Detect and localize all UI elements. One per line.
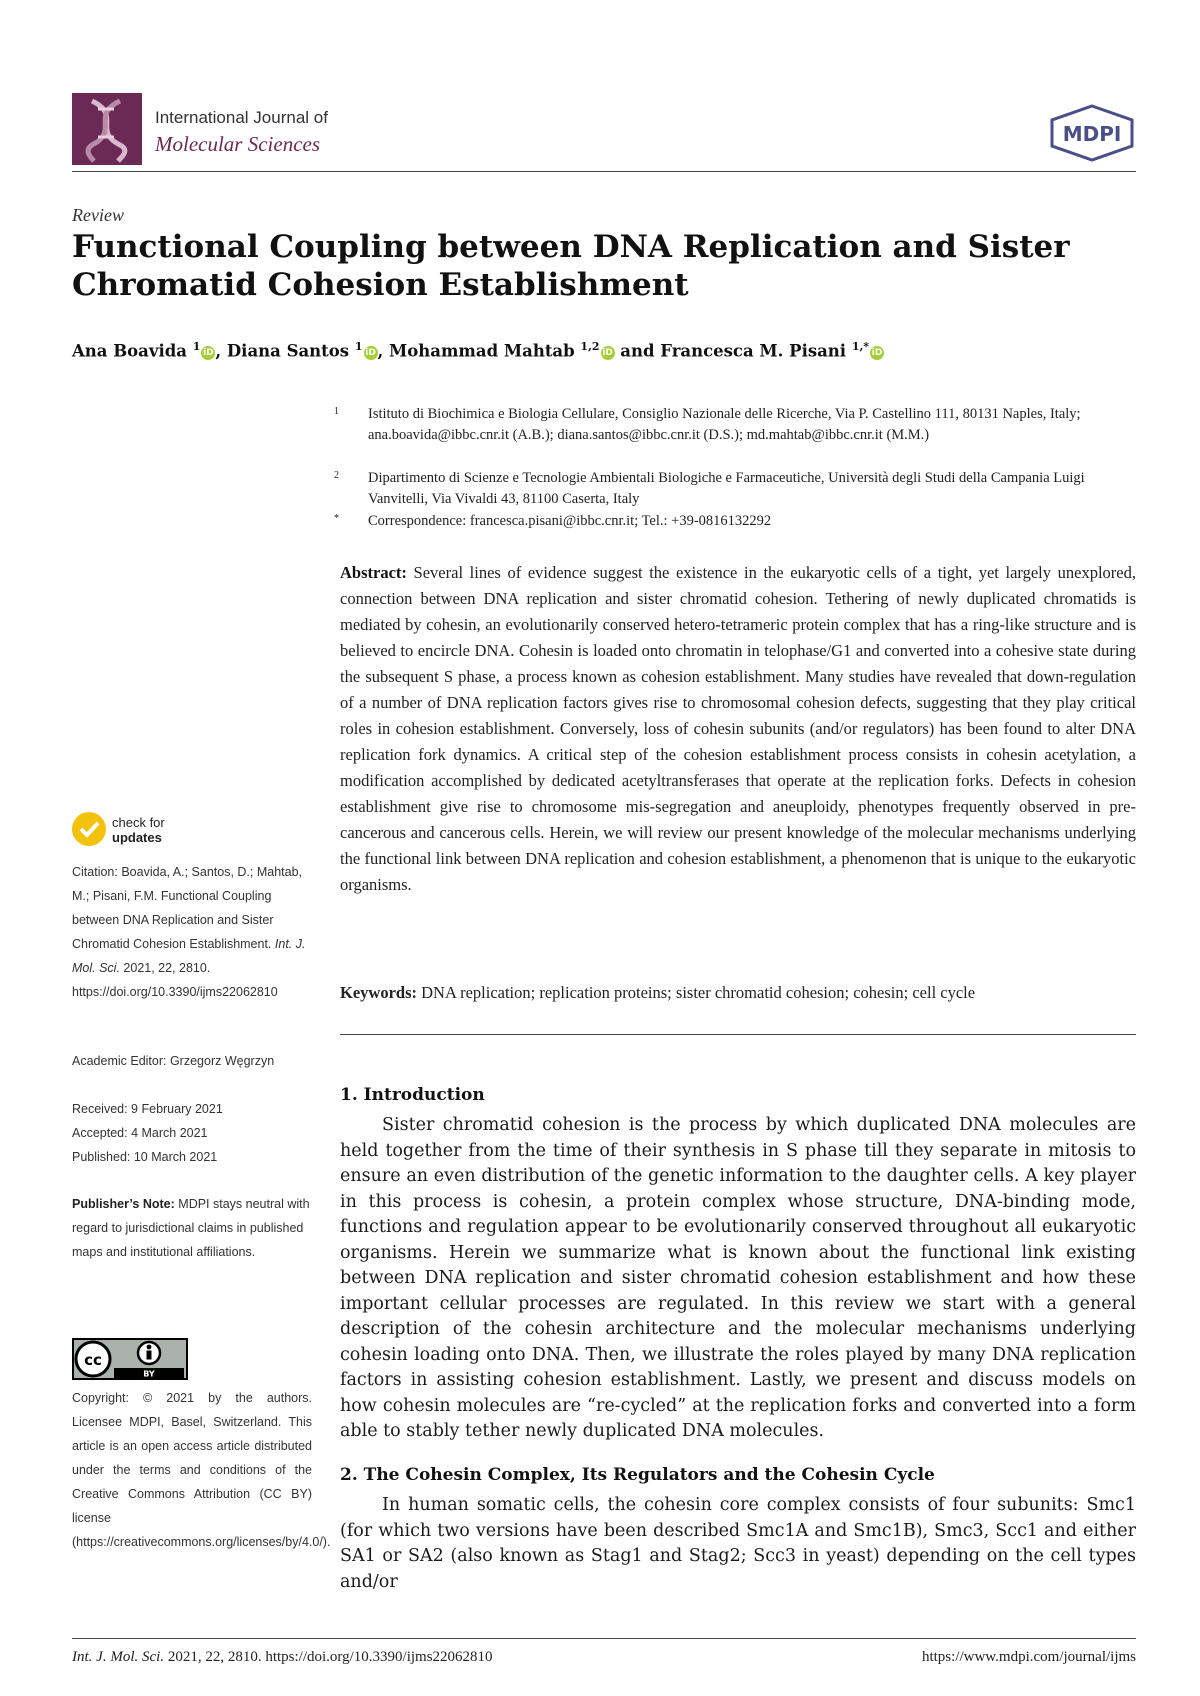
article-type: Review bbox=[72, 205, 124, 225]
author-name: Diana Santos bbox=[226, 341, 350, 361]
received-date: Received: 9 February 2021 bbox=[72, 1102, 223, 1116]
author-name: Francesca M. Pisani bbox=[660, 341, 847, 361]
keywords-label: Keywords: bbox=[340, 983, 417, 1002]
copyright-notice: Copyright: © 2021 by the authors. Licensee MDPI, Basel, Switzerland. This article is an open access article distributed under the terms and conditions of the Creative Commons Attribution (CC BY) license (https://creativecommons.org/licenses/by/4.0/). bbox=[72, 1391, 331, 1549]
header-divider bbox=[72, 171, 1136, 172]
author-separator: and bbox=[614, 341, 661, 361]
abstract-label: Abstract: bbox=[340, 563, 407, 582]
correspondence-text: Correspondence: francesca.pisani@ibbc.cnr.it; Tel.: +39-0816132292 bbox=[368, 513, 772, 529]
footer-citation-text: 2021, 22, 2810. https://doi.org/10.3390/ijms22062810 bbox=[167, 1649, 493, 1665]
abstract-text: Several lines of evidence suggest the existence in the eukaryotic cells of a tight, yet largely unexplored, connection between DNA replication and sister chromatid cohesion. Tethering of newly duplicated chromatids is mediated by cohesin, an evolutionarily conserved hetero-tetrameric protein complex that has a ring-like structure and is believed to encircle DNA. Cohesin is loaded onto chromatin in telophase/G1 and converted into a cohesive state during the subsequent S phase, a process known as cohesion establishment. Many studies have revealed that down-regulation of a number of DNA replication factors gives rise to chromosomal cohesion defects, suggesting that they play critical roles in cohesion establishment. Conversely, loss of cohesin subunits (and/or regulators) has been found to alter DNA replication fork dynamics. A critical step of the cohesion establishment process consists in cohesin acetylation, a modification accomplished by dedicated acetyltransferases that operate at the replication forks. Defects in cohesion establishment give rise to chromosome mis-segregation and aneuploidy, phenotypes frequently observed in pre-cancerous and cancerous cells. Herein, we will review our present knowledge of the molecular mechanisms underlying the functional link between DNA replication and cohesion establishment, a phenomenon that is unique to the eukaryotic organisms. bbox=[340, 563, 1137, 894]
author-separator: , bbox=[215, 341, 227, 361]
article-title: Functional Coupling between DNA Replication and Sister Chromatid Cohesion Establishment bbox=[72, 229, 1070, 303]
mdpi-logo bbox=[1048, 104, 1136, 162]
author-affiliation-mark: 1 bbox=[192, 340, 201, 353]
publisher-note-label: Publisher’s Note: bbox=[72, 1197, 175, 1211]
affiliation-mark: 1 bbox=[334, 406, 339, 417]
affiliation-text: Dipartimento di Scienze e Tecnologie Ambientali Biologiche e Farmaceutiche, Università degli Studi della Campania Luigi Vanvitelli, Via Vivaldi 43, 81100 Caserta, Italy bbox=[368, 470, 1085, 507]
affiliation bbox=[334, 468, 1140, 510]
affiliation-text: Istituto di Biochimica e Biologia Cellulare, Consiglio Nazionale delle Ricerche, Via P. Castellino 111, 80131 Naples, Italy; ana.boavida@ibbc.cnr.it (A.B.); diana.santos@ibbc.cnr.it (D.S.); md.mahtab@ibbc.cnr.it (M.M.) bbox=[368, 406, 1081, 443]
citation-journal: Int. J. Mol. Sci. bbox=[72, 937, 306, 975]
orcid-icon[interactable]: iD bbox=[203, 347, 214, 358]
section-body: In human somatic cells, the cohesin core complex consists of four subunits: Smc1 (for which two versions have been described Smc1A and Smc1B), Smc3, Scc1 and either SA1 or SA2 (also known as Stag1 and Stag2; Scc3 in yeast) depending on the cell types and/or bbox=[340, 1495, 1136, 1592]
publisher-note-text: MDPI stays neutral with regard to jurisdictional claims in published maps and institutional affiliations. bbox=[72, 1197, 310, 1259]
author-name: Ana Boavida bbox=[72, 341, 187, 361]
author-name: Mohammad Mahtab bbox=[389, 341, 575, 361]
academic-editor: Academic Editor: Grzegorz Węgrzyn bbox=[72, 1054, 275, 1068]
section-heading: 2. The Cohesin Complex, Its Regulators and the Cohesin Cycle bbox=[340, 1465, 935, 1485]
orcid-icon[interactable]: iD bbox=[365, 347, 376, 358]
check-for-updates[interactable] bbox=[112, 815, 165, 845]
citation-tail: 2021, 22, 2810. https://doi.org/10.3390/ijms22062810 bbox=[72, 961, 278, 999]
check-for-updates-icon[interactable] bbox=[72, 812, 106, 846]
author-separator: , bbox=[377, 341, 390, 361]
footer-citation bbox=[72, 1649, 493, 1666]
author-affiliation-mark: 1 bbox=[354, 340, 363, 353]
license-badge-label: BY bbox=[143, 1369, 155, 1379]
orcid-icon[interactable]: iD bbox=[602, 347, 613, 358]
published-date: Published: 10 March 2021 bbox=[72, 1150, 218, 1164]
citation-block bbox=[72, 860, 312, 1004]
footer-divider bbox=[72, 1638, 1136, 1639]
publisher-note bbox=[72, 1192, 312, 1264]
affiliation-mark: 2 bbox=[334, 470, 339, 481]
cc-by-license-badge[interactable] bbox=[72, 1338, 188, 1380]
correspondence bbox=[334, 511, 1140, 532]
section-heading: 1. Introduction bbox=[340, 1085, 485, 1105]
citation-label: Citation: bbox=[72, 865, 118, 879]
cc-icon: cc bbox=[84, 1351, 102, 1369]
keywords-text: DNA replication; replication proteins; sister chromatid cohesion; cohesin; cell cycle bbox=[421, 983, 976, 1002]
keywords bbox=[340, 983, 1136, 1003]
author-list bbox=[72, 340, 1136, 361]
orcid-icon[interactable]: iD bbox=[871, 347, 883, 358]
abstract bbox=[340, 560, 1136, 898]
section-body: Sister chromatid cohesion is the process by which duplicated DNA molecules are held together from the time of their synthesis in S phase till they separate in mitosis to ensure an even distribution of the genetic information to the daughter cells. A key player in this process is cohesin, a protein complex whose structure, DNA-binding mode, functions and regulation appear to be evolutionarily conserved throughout all eukaryotic organisms. Herein we summarize what is known about the functional link existing between DNA replication and sister chromatid cohesion establishment and how these important cellular processes are regulated. In this review we start with a general description of the cohesin architecture and the molecular mechanisms underlying cohesin loading onto DNA. Then, we illustrate the roles played by many DNA replication factors in assisting cohesion establishment. Lastly, we present and discuss models on how cohesin molecules are “re-cycled” at the replication forks and converted into a form able to stably tether newly duplicated DNA molecules. bbox=[340, 1115, 1136, 1441]
check-for-updates-line1: check for bbox=[112, 815, 165, 830]
journal-name-line2: Molecular Sciences bbox=[155, 132, 321, 156]
footer-journal: Int. J. Mol. Sci. bbox=[72, 1649, 165, 1665]
accepted-date: Accepted: 4 March 2021 bbox=[72, 1126, 208, 1140]
footer-journal-url[interactable]: https://www.mdpi.com/journal/ijms bbox=[921, 1649, 1136, 1665]
publisher-name: MDPI bbox=[1062, 122, 1122, 146]
dna-helix-icon bbox=[72, 93, 142, 165]
affiliation-mark: * bbox=[334, 513, 339, 524]
journal-name-line1: International Journal of bbox=[155, 108, 328, 127]
abstract-divider bbox=[340, 1034, 1136, 1035]
check-for-updates-line2: updates bbox=[112, 830, 162, 845]
citation-text: Boavida, A.; Santos, D.; Mahtab, M.; Pisani, F.M. Functional Coupling between DNA Replication and Sister Chromatid Cohesion Establishment. bbox=[72, 865, 303, 951]
affiliation bbox=[334, 404, 1140, 446]
author-affiliation-mark: 1,2 bbox=[580, 340, 600, 353]
author-affiliation-mark: 1,* bbox=[851, 340, 870, 353]
journal-logo bbox=[72, 93, 142, 165]
